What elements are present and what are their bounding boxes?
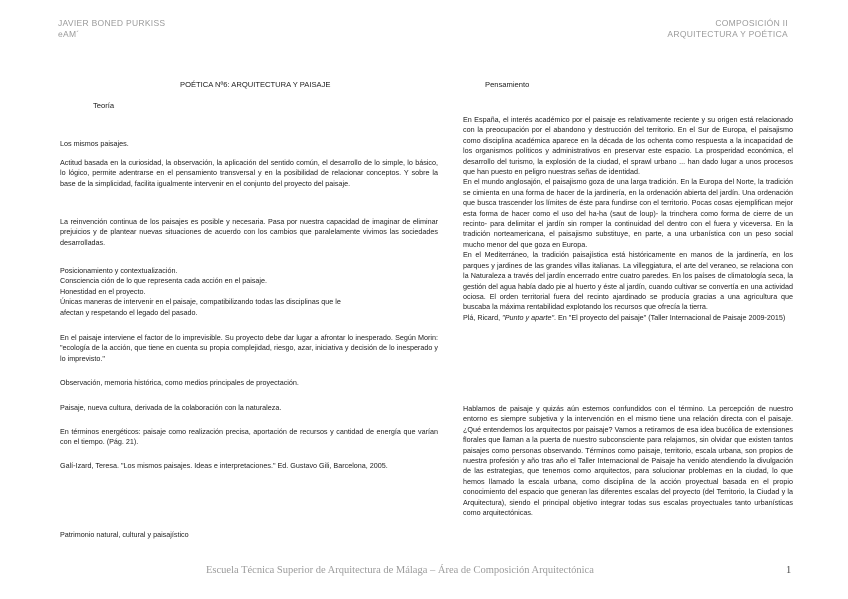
left-title: POÉTICA Nº6: ARQUITECTURA Y PAISAJE [180, 80, 331, 89]
header-course-block [667, 18, 788, 40]
right-paragraph-mediterranean: En el Mediterráneo, la tradición paisajística está históricamente en manos de la jardinería, en los parques y jardines de las grandes villas italianas. La villeggiatura, el arte del veraneo, se relaciona con la Naturaleza a través del jardín encerrado entre cuatro paredes. En los países de climatología seca, la gestión del agua había dado pie al huerto y éste al jardín, cuando cultivar se convertía en una actividad ociosa. El orden territorial fuera del recinto ajardinado se producía gracias a una agricultura que buscaba la máxima rentabilidad explotando los recursos que ofrecía la tierra. [463, 250, 793, 312]
right-citation-author: Plá, Ricard, [463, 312, 503, 322]
left-list [60, 266, 438, 318]
header-author-block [58, 18, 165, 40]
right-paragraph-spain: En España, el interés académico por el paisaje es relativamente reciente y su origen está relacionado con la preocupación por el abandono y destrucción del territorio. En el Sur de Europa, el paisajismo como disciplina académica aparece en la década de los ochenta como respuesta a la incapacidad de los organismos políticos y administrativos en preservar este espacio. La prosperidad económica, el desarrollo del turismo, la explosión de la ciudad, el sprawl urbano ... han dado lugar a unos procesos que han puesto en peligro nuestras señas de identidad. [463, 115, 793, 177]
right-citation-title: "Punto y aparte" [502, 312, 555, 322]
right-block-1 [463, 115, 793, 323]
left-citation: Galí-Izard, Teresa. "Los mismos paisajes. Ideas e interpretaciones." Ed. Gustavo Gili, Barcelona, 2005. [60, 461, 388, 470]
left-paragraph-6: En términos energéticos: paisaje como realización precisa, aportación de recursos y cantidad de energía que varían con el tiempo. (Pág. 21). [60, 427, 438, 447]
left-list-item: Únicas maneras de intervenir en el paisaje, compatibilizando todas las disciplinas que le [60, 297, 341, 307]
header-author: JAVIER BONED PURKISS [58, 18, 166, 28]
left-list-item: Posicionamiento y contextualización. [60, 266, 178, 275]
left-section-title: Patrimonio natural, cultural y paisajístico [60, 530, 189, 539]
right-paragraph-anglo: En el mundo anglosajón, el paisajismo goza de una larga tradición. En la Europa del Norte, la tradición se cimienta en una forma de hacer de la jardinería, en la ordenación abierta del jardín. Una ordenación que busca trascender los límites de éste para fundirse con el territorio. Pocas cosas ejemplifican mejor esta forma de hacer como el uso del ha-ha (saut de loup)- la trinchera como forma de cierre de un recinto- para delimitar el jardín sin romper la continuidad del dentro con el fuera y viceversa. En la tradición norteamericana, el paisajismo substituye, en parte, a una urbanística con un peso social mucho menor del que goza en Europa. [463, 177, 793, 249]
left-paragraph-1: Actitud basada en la curiosidad, la observación, la aplicación del sentido común, el desarrollo de lo simple, lo básico, lo lógico, permite adentrarse en el pensamiento transversal y en la posibilidad de relacionar conceptos. Y sobre la base de la simplicidad, facilita igualmente intervenir en el conjunto del proyecto del paisaje. [60, 158, 438, 188]
left-list-item: afectan y respetando el legado del pasado. [60, 307, 198, 317]
left-paragraph-2: La reinvención continua de los paisajes es posible y necesaria. Pasa por nuestra capacidad de imaginar de eliminar prejuicios y de plantear nuevas situaciones de acuerdo con los cambios que paralelamente vivimos las sociedades desarrolladas. [60, 217, 438, 247]
right-citation-rest: . En "El proyecto del paisaje" (Taller Internacional de Paisaje 2009-2015) [554, 312, 786, 322]
left-paragraph-4: Observación, memoria histórica, como medios principales de proyectación. [60, 378, 299, 387]
left-paragraph-5: Paisaje, nueva cultura, derivada de la colaboración con la naturaleza. [60, 403, 282, 412]
header-course-line1: COMPOSICIÓN II [715, 18, 788, 28]
left-list-item: Honestidad en el proyecto. [60, 286, 146, 296]
left-subtitle: Teoría [93, 101, 115, 110]
left-paragraph-3: En el paisaje interviene el factor de lo imprevisible. Su proyecto debe dar lugar a afrontar lo inesperado. Según Morin: "ecología de la acción, que tiene en cuenta su propia complejidad, riesgo, azar, iniciativa y decisión de lo inesperado y lo imprevisto." [60, 333, 438, 363]
right-citation [463, 313, 793, 323]
page-number: 1 [786, 565, 792, 576]
left-list-item: Consciencia ción de lo que representa cada acción en el paisaje. [60, 276, 267, 286]
header-author-sub: eAM´ [58, 29, 80, 39]
right-heading: Pensamiento [485, 80, 530, 89]
header-course-line2: ARQUITECTURA Y POÉTICA [667, 29, 788, 39]
right-paragraph-2: Hablamos de paisaje y quizás aún estemos confundidos con el término. La percepción de nuestro entorno es siempre subjetiva y la intervención en el mismo tiene una relación directa con el paisaje. ¿Qué entendemos los arquitectos por paisaje? Vamos a retiramos de esa idea bucólica de extensiones florales que llaman a la puerta de nuestro subconsciente para relajarnos, sin olvidar que existen tantos paisajes como personas observando. Términos como paisaje, territorio, escala urbana, son propios de nuestra profesión y año tras año el Taller Internacional de Paisaje ha venido atendiendo la divulgación de las estrategias, que tenemos como arquitectos, para solucionar problemas en la ciudad, lo que hemos llamado la escala urbana, como disciplina de la acción proyectual basada en el propio conocimiento del espacio que generan las diferentes escalas del proyecto (del Territorio, la Ciudad y la Arquitectura), siendo el principal objetivo integrar todas sus escalas proyectuales tanto urbanísticas como arquitectónicas. [463, 404, 793, 518]
left-heading: Los mismos paisajes. [60, 139, 129, 148]
footer-text: Escuela Técnica Superior de Arquitectura de Málaga – Área de Composición Arquitectónica [206, 565, 594, 576]
